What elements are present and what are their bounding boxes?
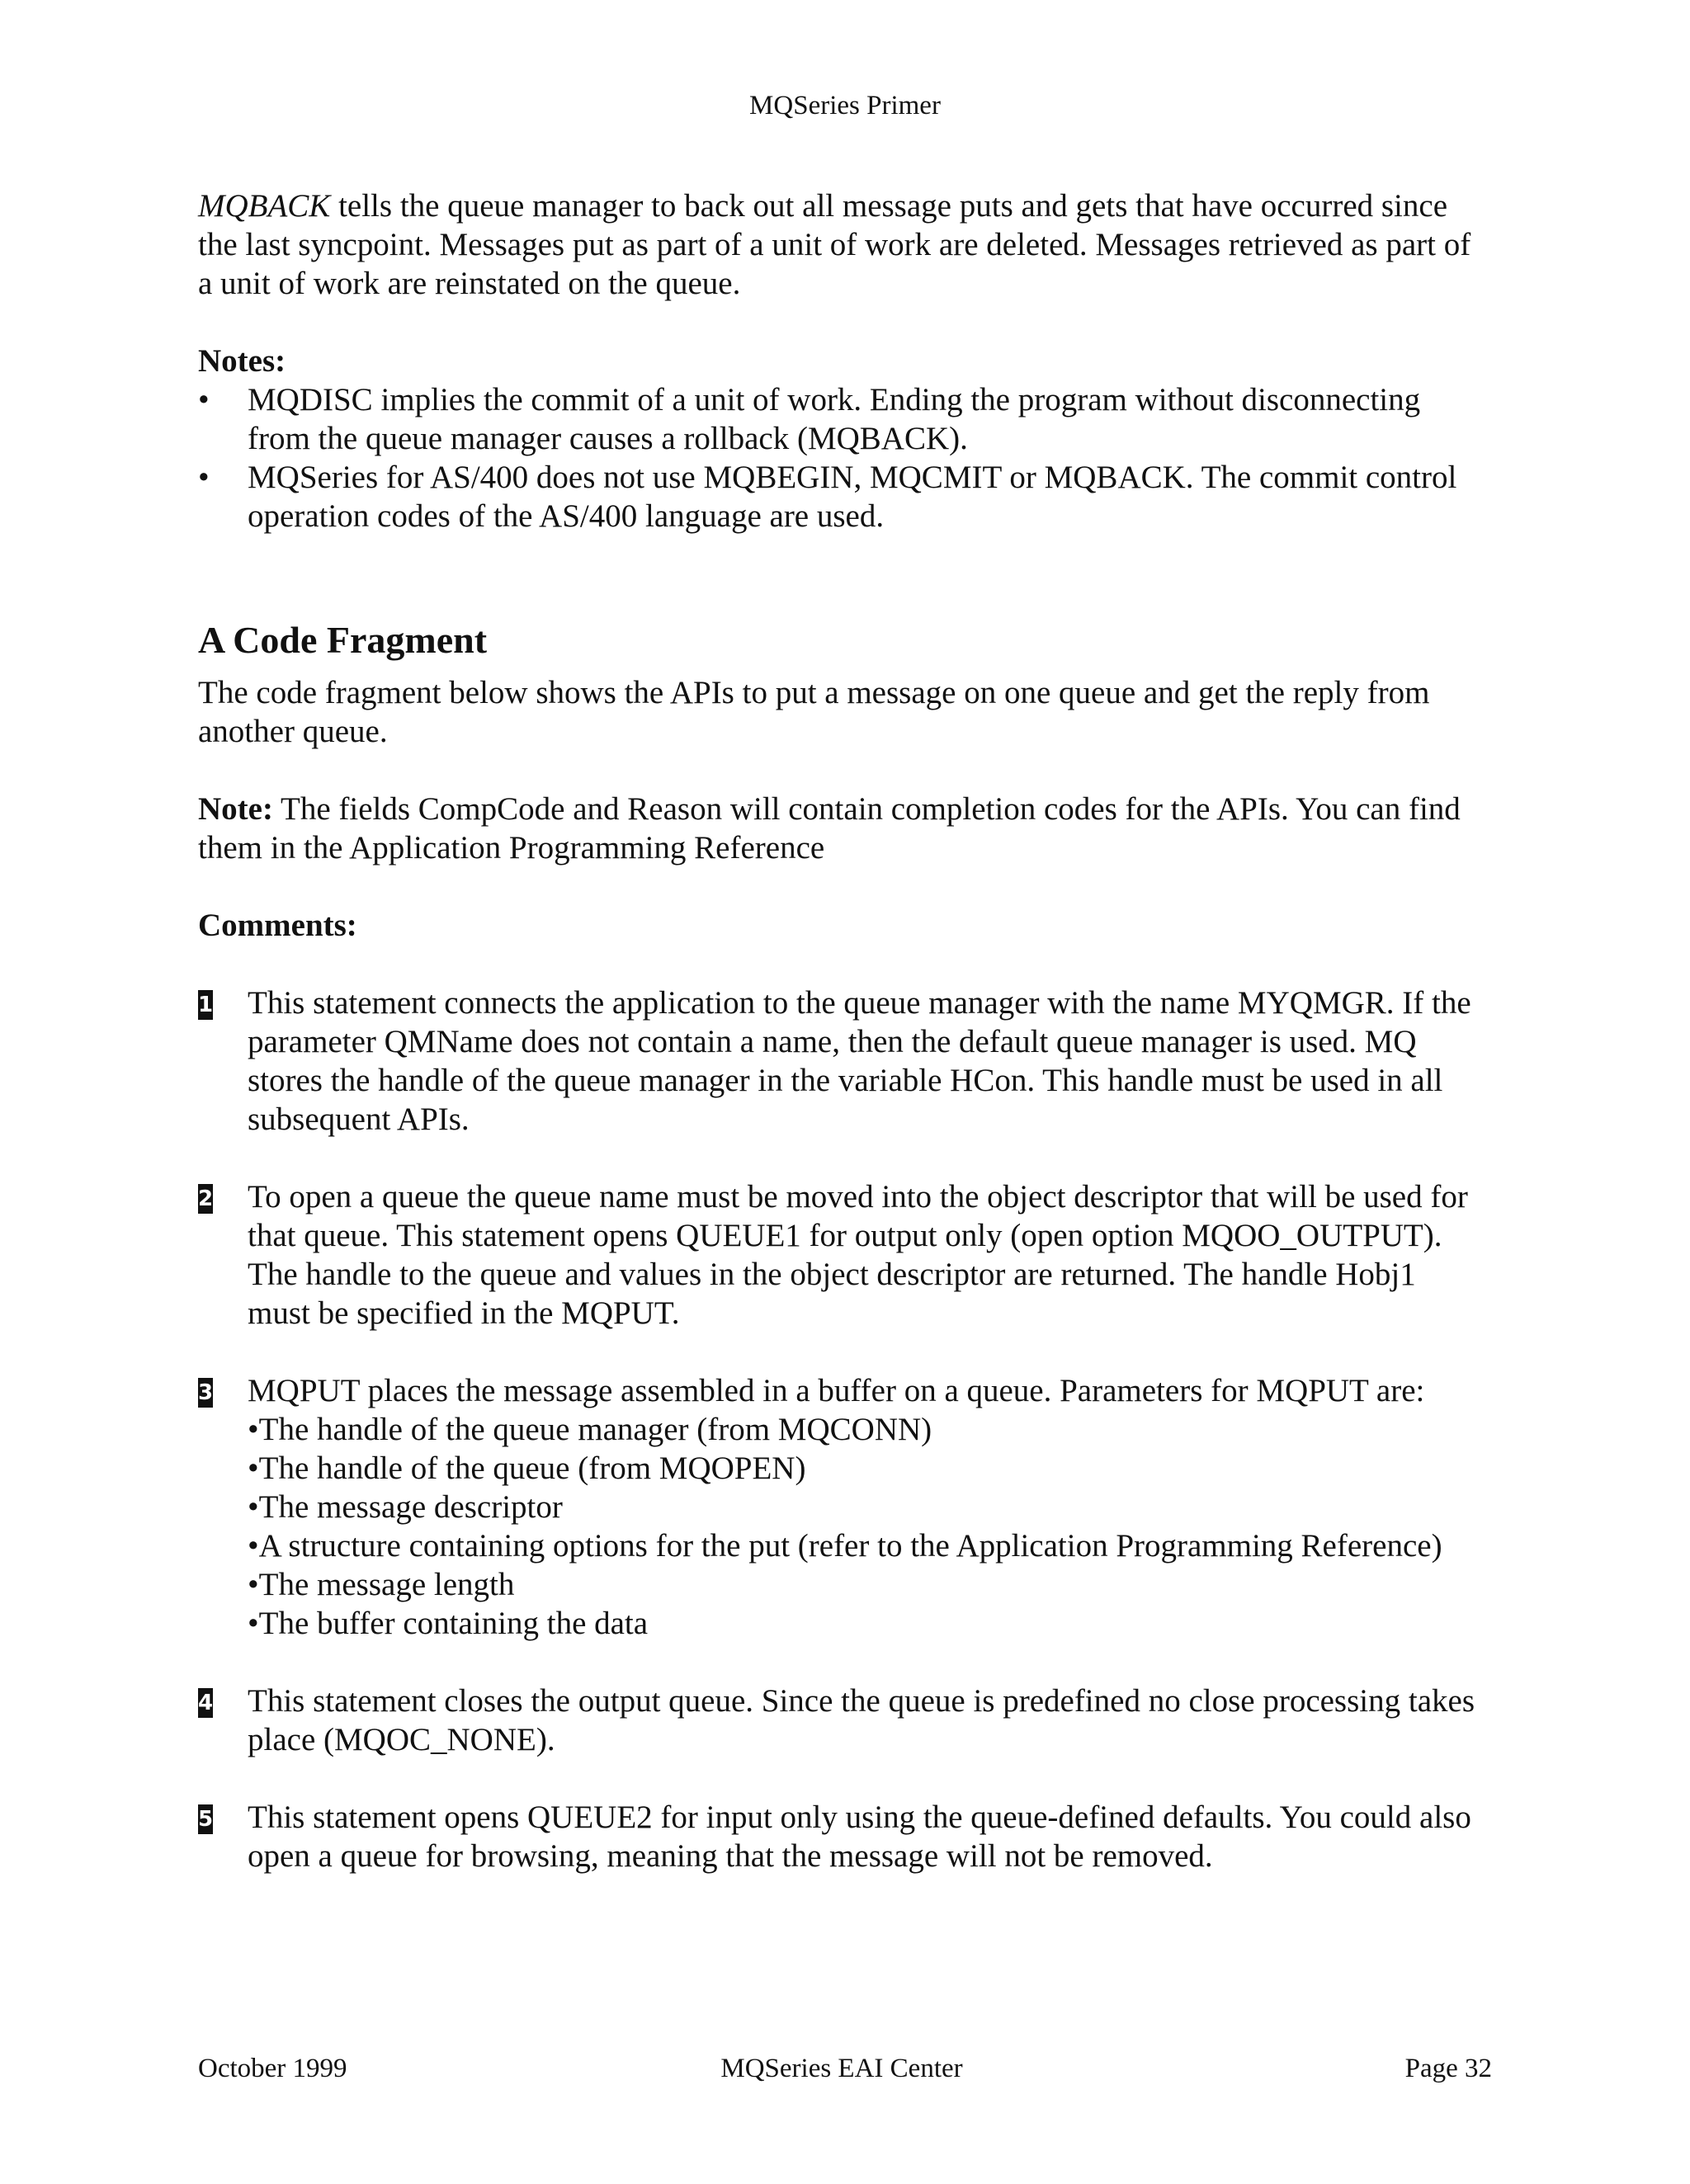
parameter-item: •The buffer containing the data (248, 1606, 649, 1641)
intro-term: MQBACK (198, 188, 331, 224)
comment-text: This statement opens QUEUE2 for input only using the queue-defined defaults. You could also open a queue for browsing, meaning that the message will not be removed. (248, 1800, 1471, 1874)
comment-text: This statement connects the application to the queue manager with the name MYQMGR. If the parameter QMName does not contain a name, then the default queue manager is used. MQ stores the handle of the queue manager in the variable HCon. This handle must be used in all subsequent APIs. (248, 985, 1471, 1137)
note-paragraph-text: The fields CompCode and Reason will contain completion codes for the APIs. You can find them in the Application Programming Reference (198, 791, 1461, 866)
note-text: MQSeries for AS/400 does not use MQBEGIN, MQCMIT or MQBACK. The commit control operation codes of the AS/400 language are used. (248, 460, 1457, 534)
parameter-list (248, 1410, 1485, 1643)
parameter-item: •The message descriptor (248, 1489, 563, 1525)
page-content (198, 186, 1485, 1875)
bullet-icon: • (198, 382, 210, 417)
section-paragraph: The code fragment below shows the APIs to put a message on one queue and get the reply from another queue. (198, 675, 1430, 749)
note-item (198, 458, 1485, 535)
page-number: Page 32 (1404, 2054, 1492, 2083)
bullet-icon: • (198, 460, 210, 495)
footer-center-text: MQSeries EAI Center (720, 2054, 963, 2083)
notes-block (198, 342, 1485, 535)
parameter-item: •A structure containing options for the put (refer to the Application Programming Reference) (248, 1528, 1442, 1564)
notes-list (198, 380, 1485, 535)
intro-text: tells the queue manager to back out all message puts and gets that have occurred since the last syncpoint. Messages put as part of a unit of work are deleted. Messages retrieved as part of a unit of work are reinstated on the queue. (198, 188, 1471, 301)
comment-marker-icon: 2 (198, 1184, 213, 1214)
comment-marker-icon: 3 (198, 1378, 213, 1408)
comment-text: This statement closes the output queue. Since the queue is predefined no close processing takes place (MQOC_NONE). (248, 1683, 1475, 1757)
note-text: MQDISC implies the commit of a unit of work. Ending the program without disconnecting from the queue manager causes a rollback (MQBACK). (248, 382, 1421, 456)
comment-marker-icon: 1 (198, 990, 213, 1020)
comment-marker-icon: 5 (198, 1804, 213, 1834)
comment-marker-icon: 4 (198, 1688, 213, 1718)
parameter-item: •The message length (248, 1567, 515, 1602)
comment-item (198, 1371, 1485, 1643)
parameter-item: •The handle of the queue manager (from MQCONN) (248, 1412, 932, 1447)
parameter-item: •The handle of the queue (from MQOPEN) (248, 1450, 806, 1486)
page-header (0, 87, 1690, 124)
comment-item (198, 1682, 1485, 1759)
comments-heading: Comments: (198, 908, 357, 943)
note-label: Note: (198, 791, 273, 827)
note-item (198, 380, 1485, 458)
comment-item (198, 984, 1485, 1139)
comment-item (198, 1177, 1485, 1333)
footer-date: October 1999 (198, 2054, 347, 2083)
header-title: MQSeries Primer (749, 91, 941, 120)
comment-text: MQPUT places the message assembled in a buffer on a queue. Parameters for MQPUT are: (248, 1373, 1425, 1408)
comment-item (198, 1798, 1485, 1875)
note-paragraph (198, 790, 1485, 867)
comment-text: To open a queue the queue name must be moved into the object descriptor that will be used for that queue. This statement opens QUEUE1 for output only (open option MQOO_OUTPUT). The handle to the queue and values in the object descriptor are returned. The handle Hobj1 must be specified in the MQPUT. (248, 1179, 1468, 1331)
intro-paragraph (198, 186, 1485, 303)
section-heading: A Code Fragment (198, 619, 488, 661)
notes-heading: Notes: (198, 343, 286, 379)
